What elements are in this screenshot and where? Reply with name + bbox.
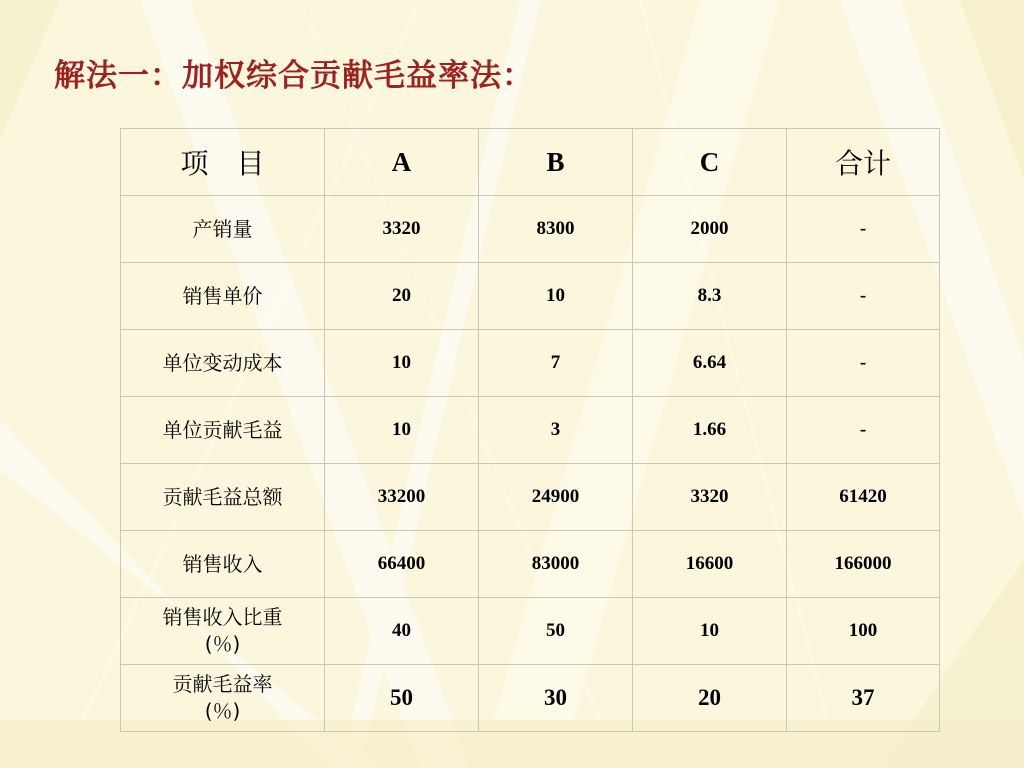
cell-total: -	[787, 263, 940, 330]
row-label	[121, 665, 325, 732]
row-label-line: 销售收入比重	[162, 605, 283, 629]
row-label: 单位变动成本	[121, 330, 325, 397]
row-label	[121, 598, 325, 665]
table-row	[121, 397, 940, 464]
header-b: B	[479, 129, 633, 196]
table-row	[121, 263, 940, 330]
cell-total: -	[787, 196, 940, 263]
cell-total: 61420	[787, 464, 940, 531]
contribution-margin-table	[120, 128, 940, 732]
cell-a: 3320	[325, 196, 479, 263]
cell-total: 37	[787, 665, 940, 732]
row-label: 产销量	[121, 196, 325, 263]
table-row	[121, 330, 940, 397]
cell-b: 7	[479, 330, 633, 397]
cell-b: 10	[479, 263, 633, 330]
table-row	[121, 598, 940, 665]
cell-b: 24900	[479, 464, 633, 531]
cell-c: 1.66	[633, 397, 787, 464]
table-row	[121, 665, 940, 732]
table-row	[121, 464, 940, 531]
header-a: A	[325, 129, 479, 196]
cell-c: 3320	[633, 464, 787, 531]
cell-c: 6.64	[633, 330, 787, 397]
table-header-row	[121, 129, 940, 196]
cell-b: 8300	[479, 196, 633, 263]
header-item: 项 目	[121, 129, 325, 196]
cell-b: 3	[479, 397, 633, 464]
table-row	[121, 531, 940, 598]
header-total: 合计	[787, 129, 940, 196]
row-label: 销售收入	[121, 531, 325, 598]
row-label-line: 贡献毛益率	[172, 672, 273, 696]
cell-c: 2000	[633, 196, 787, 263]
cell-b: 83000	[479, 531, 633, 598]
row-label: 贡献毛益总额	[121, 464, 325, 531]
cell-a: 10	[325, 330, 479, 397]
cell-a: 40	[325, 598, 479, 665]
cell-total: -	[787, 397, 940, 464]
cell-total: -	[787, 330, 940, 397]
cell-a: 20	[325, 263, 479, 330]
cell-c: 10	[633, 598, 787, 665]
row-label: 销售单价	[121, 263, 325, 330]
cell-a: 50	[325, 665, 479, 732]
cell-c: 20	[633, 665, 787, 732]
slide-title: 解法一：加权综合贡献毛益率法：	[54, 58, 534, 94]
table-row	[121, 196, 940, 263]
cell-total: 100	[787, 598, 940, 665]
row-label-unit: (％)	[204, 632, 241, 656]
cell-b: 50	[479, 598, 633, 665]
row-label: 单位贡献毛益	[121, 397, 325, 464]
cell-c: 8.3	[633, 263, 787, 330]
cell-c: 16600	[633, 531, 787, 598]
row-label-unit: (％)	[204, 699, 241, 723]
cell-total: 166000	[787, 531, 940, 598]
cell-a: 10	[325, 397, 479, 464]
cell-a: 66400	[325, 531, 479, 598]
cell-a: 33200	[325, 464, 479, 531]
header-c: C	[633, 129, 787, 196]
cell-b: 30	[479, 665, 633, 732]
